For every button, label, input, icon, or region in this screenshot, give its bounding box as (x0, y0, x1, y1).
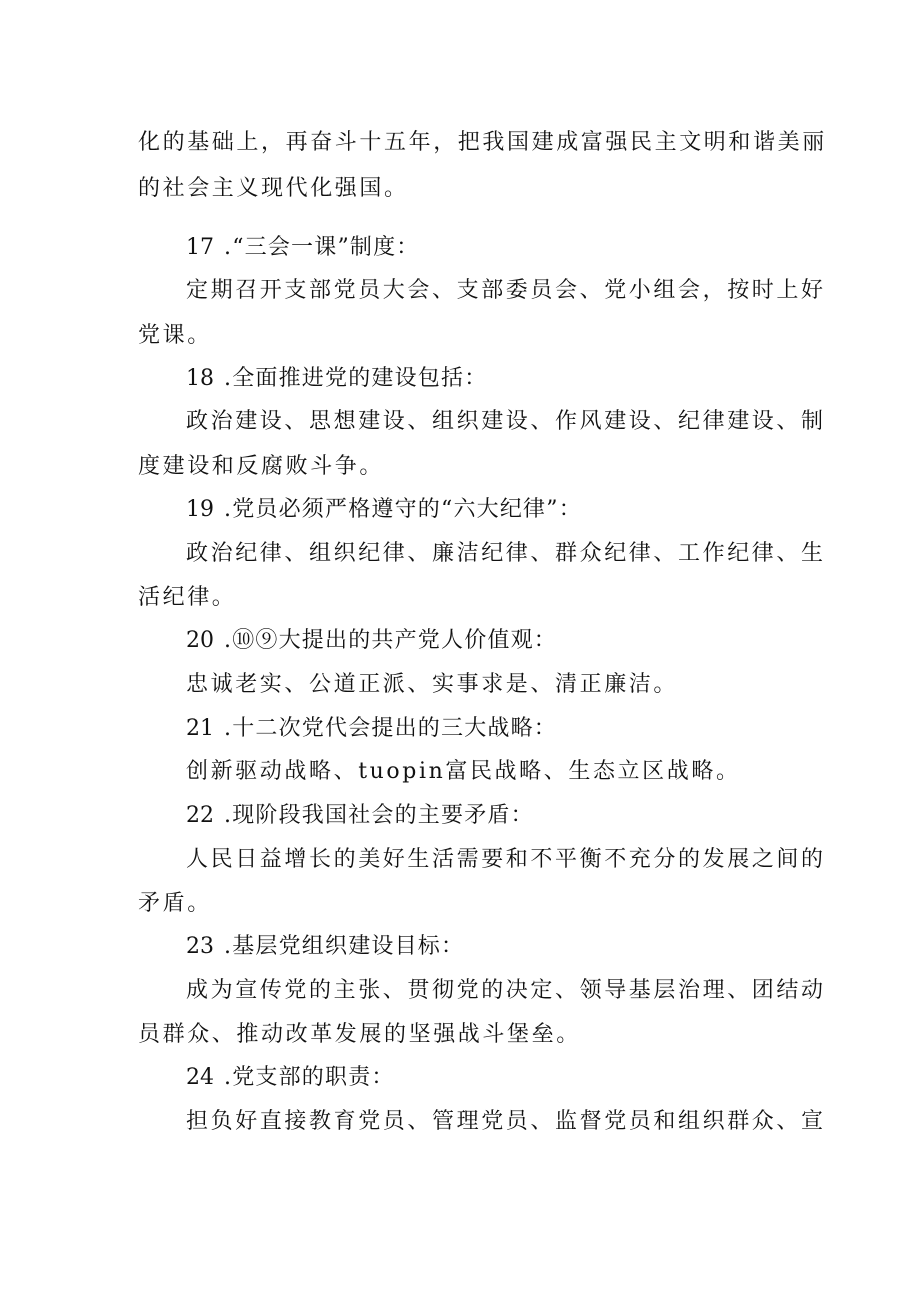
body-line: 成为宣传党的主张、贯彻党的决定、领导基层治理、团结动 (186, 978, 826, 1003)
item-heading-22 (186, 801, 798, 831)
item-number: 21 (186, 716, 214, 741)
body-line: 担负好直接教育党员、管理党员、监督党员和组织群众、宣 (186, 1109, 826, 1134)
body-line: 创新驱动战略、tuopin富民战略、生态立区战略。 (186, 759, 741, 784)
body-line: 定期召开支部党员大会、支部委员会、党小组会，按时上好 (186, 278, 826, 303)
item-heading-18 (186, 364, 798, 394)
item-number: 18 (186, 366, 214, 391)
body-line: 度建设和反腐败斗争。 (138, 454, 385, 479)
item-number: 24 (186, 1065, 214, 1090)
item-heading-text: .“三会一课”制度： (224, 235, 420, 260)
body-line: 忠诚老实、公道正派、实事求是、清正廉洁。 (186, 672, 679, 697)
item-heading-text: .党支部的职责： (224, 1065, 395, 1090)
item-heading-text: .⑩⑨大提出的共产党人价值观： (224, 628, 557, 653)
item-heading-text: .党员必须严格遵守的“六大纪律”： (224, 497, 582, 522)
item-heading-text: .十二次党代会提出的三大战略： (224, 716, 557, 741)
item-heading-text: .现阶段我国社会的主要矛盾： (224, 803, 534, 828)
body-line: 政治建设、思想建设、组织建设、作风建设、纪律建设、制 (186, 409, 826, 434)
item-number: 20 (186, 628, 214, 653)
item-heading-19 (186, 495, 798, 525)
item-heading-text: .全面推进党的建设包括： (224, 366, 488, 391)
body-line: 化的基础上，再奋斗十五年，把我国建成富强民主文明和谐美丽 (138, 130, 827, 155)
item-heading-23 (186, 932, 798, 962)
item-number: 17 (186, 235, 214, 260)
item-heading-text: .基层党组织建设目标： (224, 934, 465, 959)
body-line: 活纪律。 (138, 585, 237, 610)
item-number: 22 (186, 803, 214, 828)
body-line: 人民日益增长的美好生活需要和不平衡不充分的发展之间的 (186, 847, 826, 872)
item-number: 19 (186, 497, 214, 522)
body-line: 政治纪律、组织纪律、廉洁纪律、群众纪律、工作纪律、生 (186, 541, 826, 566)
body-line: 的社会主义现代化强国。 (138, 176, 409, 201)
item-number: 23 (186, 934, 214, 959)
body-line: 员群众、推动改革发展的坚强战斗堡垒。 (138, 1022, 581, 1047)
item-heading-24 (186, 1063, 798, 1093)
body-line: 矛盾。 (138, 891, 212, 916)
item-heading-21 (186, 714, 798, 744)
item-heading-17 (186, 233, 798, 263)
item-heading-20 (186, 626, 798, 656)
body-line: 党课。 (138, 323, 212, 348)
